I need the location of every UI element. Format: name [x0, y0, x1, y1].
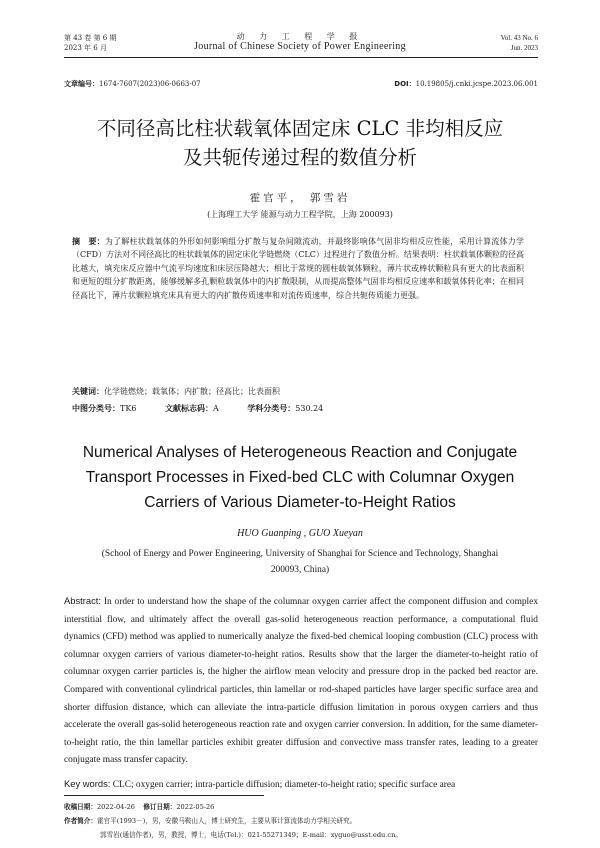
title-cn — [0, 114, 600, 172]
clc-value: TK6 — [120, 404, 137, 413]
footnote-dates — [64, 800, 538, 814]
doi-label: DOI： — [394, 80, 416, 88]
header-volume-en-block — [440, 33, 538, 53]
keywords-cn-label: 关键词： — [72, 387, 104, 396]
author-intro: 霍官平(1993－)，男，安徽马鞍山人，博士研究生，主要从事计算流体动力学相关研究。 — [96, 817, 357, 825]
keywords-en-text: CLC; oxygen carrier; intra-particle diffusion; diameter-to-height ratio; specific surface area — [112, 780, 456, 790]
abstract-cn-text: 为了解柱状载氧体的外形如何影响组分扩散与复杂间隙流动，并最终影响体气固非均相反应性能，采用计算流体力学（CFD）方法对不同径高比的柱状载氧体的固定床化学链燃烧（CLC）过程进行了数值分析。结果表明：柱状载氧体颗粒的径高比越大，填充床反应器中气流平均速度和床层压降越大；相比于常规的圆柱载氧体颗粒，薄片状或棒状颗粒具有更大的比表面积和更短的组分扩散距离，能够缓解多孔颗粒载氧体中的内扩散限制，从而提高整体气固非均相反应速率和载氧体转化率；在相同径高比下，薄片状颗粒填充床具有更大的内扩散传质速率和对流传质速率，综合共轭传质能力更强。 — [72, 237, 524, 300]
article-number-value: 1674-7607(2023)06-0663-07 — [99, 80, 201, 88]
received-label: 收稿日期： — [64, 803, 97, 811]
abstract-en-label: Abstract: — [64, 595, 101, 606]
author-intro-label: 作者简介： — [64, 817, 97, 825]
corresponding-label: 郭雪岩(通信作者)， — [100, 831, 158, 839]
keywords-en — [64, 778, 538, 790]
footnote — [64, 800, 538, 842]
title-en-line1: Numerical Analyses of Heterogeneous Reaction and Conjugate — [82, 444, 518, 461]
header-journal-block — [150, 32, 450, 52]
revised-date: 2022-05-26 — [176, 803, 215, 811]
doc-code-label: 文献标志码： — [164, 404, 213, 413]
clc-label: 中图分类号： — [72, 404, 120, 413]
header-volume-cn: 第 43 卷 第 6 期 — [64, 34, 117, 42]
received-date: 2022-04-26 — [96, 803, 135, 811]
doc-code-value: A — [212, 404, 219, 413]
corresponding-info: 男，教授，博士，电话(Tel.)：021-55271349；E-mail：xyguo@usst.edu.cn。 — [157, 831, 402, 839]
keywords-cn — [72, 385, 524, 398]
abstract-cn-label: 摘 要： — [72, 237, 105, 246]
title-cn-line1: 不同径高比柱状载氧体固定床 CLC 非均相反应 — [96, 117, 504, 140]
footnote-corresponding — [64, 828, 538, 842]
footnote-author — [64, 814, 538, 828]
subject-value: 530.24 — [295, 404, 324, 413]
abstract-en — [64, 592, 538, 770]
keywords-cn-text: 化学链燃烧；载氧体；内扩散；径高比；比表面积 — [104, 387, 280, 396]
title-en-line2: Transport Processes in Fixed-bed CLC with Columnar Oxygen — [85, 469, 515, 486]
title-cn-line2: 及共轭传递过程的数值分析 — [182, 146, 417, 169]
affiliation-en: (School of Energy and Power Engineering, University of Shanghai for Science and Technology, Shanghai 200093, China) — [101, 549, 499, 575]
header-date-cn: 2023 年 6 月 — [64, 44, 107, 52]
authors-cn: 霍官平， 郭雪岩 — [249, 192, 351, 204]
header-rule — [64, 57, 538, 58]
classification-line — [72, 403, 524, 414]
abstract-cn — [72, 235, 524, 302]
title-en-line3: Carriers of Various Diameter-to-Height Ratios — [144, 494, 456, 511]
title-en — [0, 440, 600, 515]
abstract-en-text: In order to understand how the shape of the columnar oxygen carrier affect the component diffusion and complex interstitial flow, and ultimately affect the overall gas-solid heterogeneous reaction performance, a computational fluid dynamics (CFD) method was applied to numerically analyze the fixed-bed chemical looping combustion (CLC) process with columnar oxygen carriers of various diameter-to-height ratios. Results show that the larger the diameter-to-height ratio of columnar oxygen carrier particles is, the higher the airflow mean velocity and pressure drop in the packed bed reactor are. Compared with conventional cylindrical particles, thin lamellar or rod-shaped particles have larger specific surface area and shorter diffusion distance, which can alleviate the intra-particle diffusion limitation in porous oxygen carriers and thus accelerate the overall gas-solid heterogeneous reaction rate and oxygen carrier conversion. In addition, for the same diameter-to-height ratio, the thin lamellar particles exhibit greater diffusion and convective mass transfer rates, leading to a greater conjugate mass transfer capacity. — [64, 597, 539, 766]
revised-label: 修订日期： — [143, 803, 177, 811]
doi-value: 10.19805/j.cnki.jcspe.2023.06.001 — [415, 80, 538, 88]
header-volume-en: Vol. 43 No. 6 — [500, 34, 538, 42]
authors-en: HUO Guanping , GUO Xueyan — [237, 528, 363, 539]
header-volume-block — [64, 33, 154, 53]
affiliation-cn: (上海理工大学 能源与动力工程学院，上海 200093) — [207, 210, 393, 219]
keywords-en-label: Key words: — [64, 778, 111, 789]
header-journal-cn: 动 力 工 程 学 报 — [236, 32, 364, 41]
article-number-label: 文章编号： — [64, 80, 99, 88]
header-journal-en: Journal of Chinese Society of Power Engineering — [194, 41, 406, 52]
article-number — [64, 79, 201, 89]
doi — [380, 79, 538, 89]
footnote-rule — [64, 795, 264, 796]
header-date-en: Jun. 2023 — [510, 44, 538, 52]
subject-label: 学科分类号： — [247, 404, 296, 413]
